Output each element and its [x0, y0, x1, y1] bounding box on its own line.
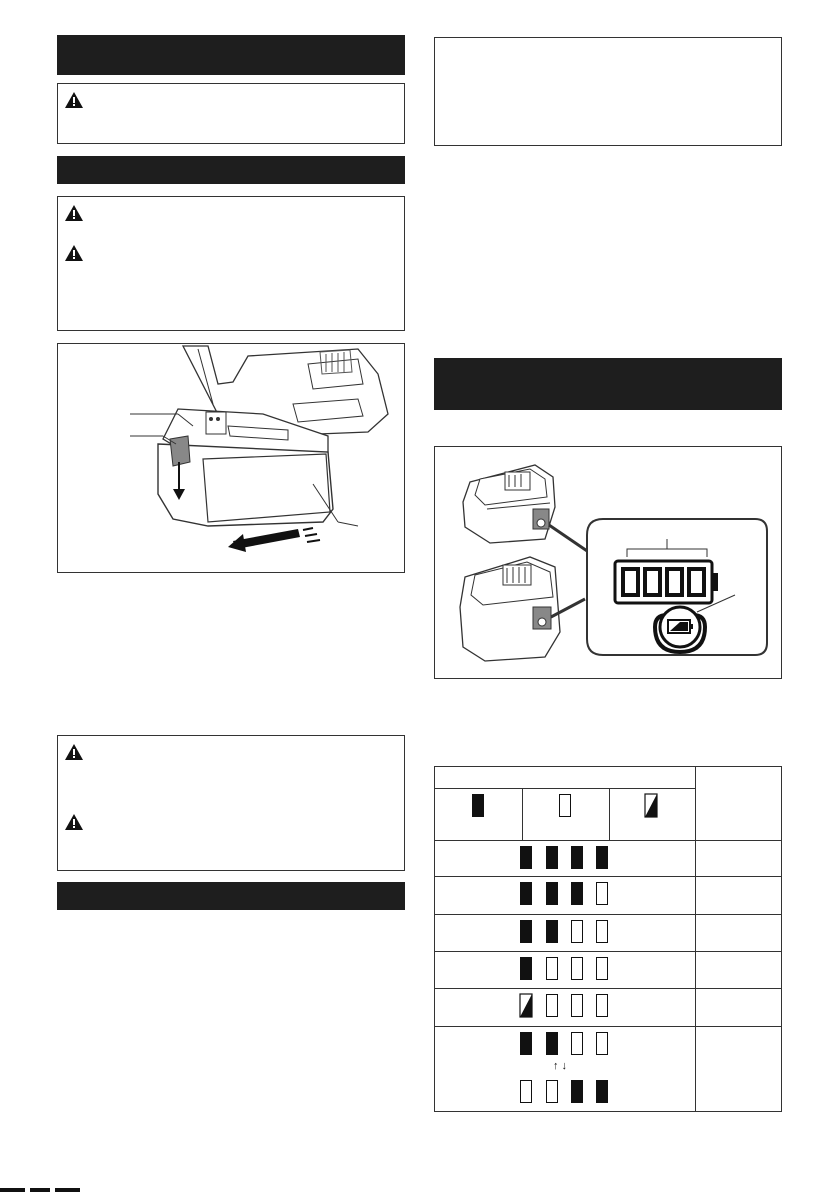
battery-packs-drawing	[435, 447, 781, 678]
lamp-cell-lit	[546, 1032, 558, 1055]
alternating-arrows: ↑ ↓	[553, 1060, 568, 1072]
lamp-cell-blinking	[519, 993, 533, 1018]
lamp-cell-off	[571, 920, 583, 943]
warning-triangle-icon	[65, 744, 83, 760]
lamp-cell-lit	[546, 846, 558, 869]
warning-triangle-icon	[65, 92, 83, 108]
legend-blinking	[644, 793, 658, 818]
lamp-cell-lit	[571, 846, 583, 869]
lamp-cell-off	[571, 957, 583, 980]
lamp-cell-off	[596, 882, 608, 905]
lamp-cell-off	[546, 1080, 558, 1103]
warning-box-2	[57, 735, 405, 871]
table-col-divider	[695, 767, 696, 1111]
warning-triangle-icon	[65, 814, 83, 830]
lamp-cell-off	[596, 920, 608, 943]
lamp-cell-lit	[546, 920, 558, 943]
lamp-cell-lit	[596, 846, 608, 869]
lamp-cell-lit	[520, 920, 532, 943]
tool-drawing	[58, 344, 404, 572]
battery-icon	[615, 561, 718, 603]
lamp-cell-lit	[520, 846, 532, 869]
battery-indicator-illustration	[434, 446, 782, 679]
warning-box-1	[57, 83, 405, 144]
lamp-cell-off	[546, 994, 558, 1017]
indicator-lamp-table	[434, 766, 782, 1112]
lamp-cell-lit	[520, 882, 532, 905]
battery-removal-illustration	[57, 343, 405, 573]
lamp-cell-off	[520, 1080, 532, 1103]
lamp-cell-off	[596, 1032, 608, 1055]
lamp-cell-off	[571, 994, 583, 1017]
section-header-bar-2	[57, 156, 405, 184]
lamp-cell-lit	[571, 882, 583, 905]
lamp-cell-lit	[546, 882, 558, 905]
lamp-cell-lit	[571, 1080, 583, 1103]
note-box	[434, 37, 782, 146]
section-header-bar-3	[57, 882, 405, 910]
caution-box-1	[57, 196, 405, 331]
legend-off	[559, 794, 571, 817]
legend-lit	[472, 794, 484, 817]
lamp-cell-off	[571, 1032, 583, 1055]
warning-triangle-icon	[65, 205, 83, 221]
section-header-bar-4	[434, 358, 782, 410]
lamp-cell-off	[596, 994, 608, 1017]
warning-triangle-icon	[65, 245, 83, 261]
lamp-cell-off	[596, 957, 608, 980]
lamp-cell-lit	[520, 1032, 532, 1055]
lamp-cell-lit	[520, 957, 532, 980]
lamp-cell-off	[546, 957, 558, 980]
table-header-divider	[435, 788, 695, 789]
lamp-cell-lit	[596, 1080, 608, 1103]
section-header-bar-1	[57, 35, 405, 75]
